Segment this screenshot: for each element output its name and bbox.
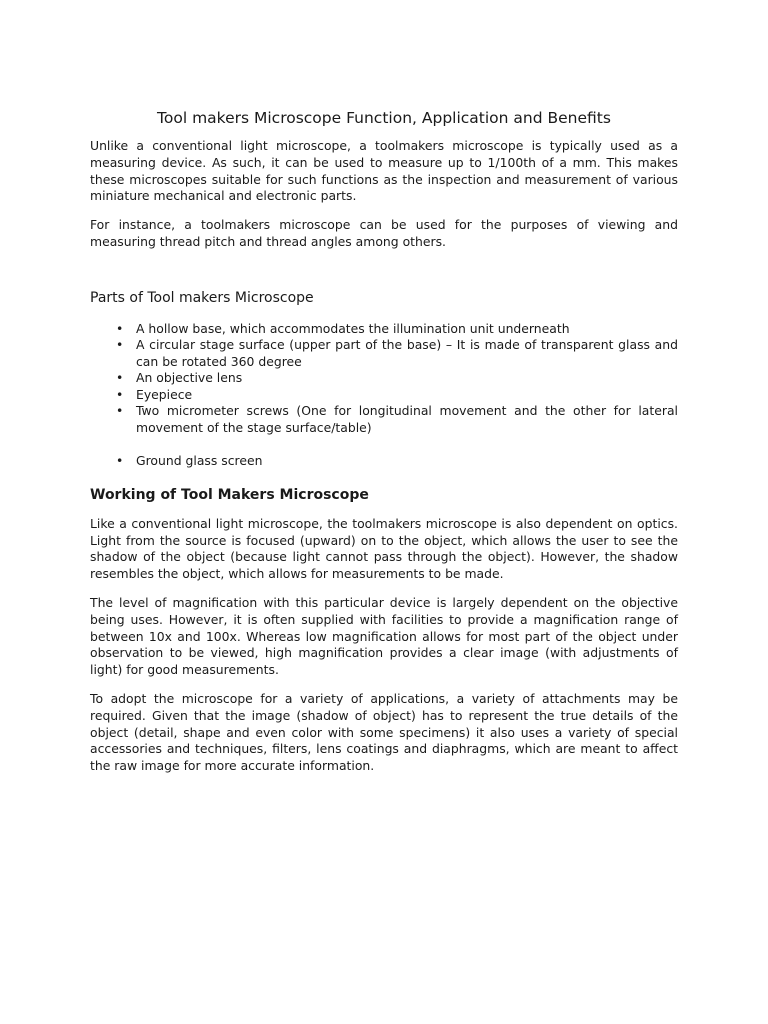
bullet-icon: • xyxy=(116,337,124,353)
list-item-text: A circular stage surface (upper part of the base) – It is made of transparent glass and can be rotated 360 degree xyxy=(136,337,678,369)
intro-paragraph-1: Unlike a conventional light microscope, a toolmakers microscope is typically used as a measuring device. As such, it can be used to measure up to 1/100th of a mm. This makes these microscopes suitable for such functions as the inspection and measurement of various miniature mechanical and electronic parts. xyxy=(90,138,678,204)
list-item-text: Eyepiece xyxy=(136,386,193,402)
list-item xyxy=(90,370,678,387)
working-heading: Working of Tool Makers Microscope xyxy=(90,486,369,503)
bullet-icon: • xyxy=(116,386,124,402)
working-paragraph-1: Like a conventional light microscope, the toolmakers microscope is also dependent on optics. Light from the source is focused (upward) on to the object, which allows the user to see the shadow of the object (because light cannot pass through the object). However, the shadow resembles the object, which allows for measurements to be made. xyxy=(90,515,678,582)
list-item xyxy=(90,453,678,470)
working-paragraph-3: To adopt the microscope for a variety of applications, a variety of attachments may be required. Given that the image (shadow of object) has to represent the true details of the object (detail, shape and even color with some specimens) it also uses a variety of special accessories and techniques, filters, lens coatings and diaphragms, which are meant to affect the raw image for more accurate information. xyxy=(90,690,678,774)
list-item xyxy=(90,321,678,338)
working-paragraph-2: The level of magnification with this particular device is largely dependent on the objective being uses. However, it is often supplied with facilities to provide a magnification range of between 10x and 100x. Whereas low magnification allows for most part of the object under observation to be viewed, high magnification provides a clear image (with adjustments of light) for good measurements. xyxy=(90,594,678,678)
document-title: Tool makers Microscope Function, Application and Benefits xyxy=(157,109,611,127)
parts-list xyxy=(90,321,678,470)
intro-paragraph-2: For instance, a toolmakers microscope can be used for the purposes of viewing and measuring thread pitch and thread angles among others. xyxy=(90,217,678,249)
list-item xyxy=(90,387,678,404)
document-page xyxy=(90,96,678,787)
list-item-text: An objective lens xyxy=(136,370,243,386)
list-item-text: A hollow base, which accommodates the illumination unit underneath xyxy=(136,320,570,336)
list-item xyxy=(90,337,678,370)
list-item-text: Two micrometer screws (One for longitudinal movement and the other for lateral movement of the stage surface/table) xyxy=(136,403,678,435)
bullet-icon: • xyxy=(116,370,124,386)
parts-heading: Parts of Tool makers Microscope xyxy=(90,289,314,306)
bullet-icon: • xyxy=(116,320,124,336)
bullet-icon: • xyxy=(116,453,124,469)
list-item-text: Ground glass screen xyxy=(136,453,263,469)
list-item xyxy=(90,403,678,436)
bullet-icon: • xyxy=(116,403,124,419)
